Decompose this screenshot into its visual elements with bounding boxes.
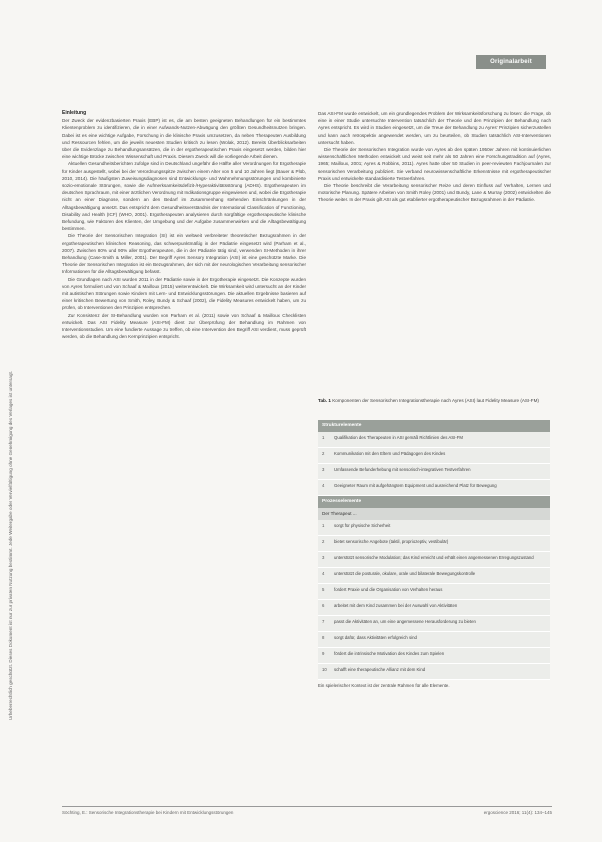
row-text: passt die Aktivitäten an, um eine angemessene Herausforderung zu bieten bbox=[334, 619, 476, 624]
table-footer-note: Ein spielerischer Kontext ist der zentrale Rahmen für alle Elemente. bbox=[318, 683, 450, 688]
structural-rows bbox=[318, 432, 550, 496]
row-text: Kommunikation mit den Eltern und Pädagogen des Kindes bbox=[334, 451, 446, 456]
table-caption bbox=[318, 398, 548, 405]
left-column bbox=[62, 110, 306, 341]
row-number: 9 bbox=[322, 651, 325, 656]
row-number: 4 bbox=[322, 483, 325, 488]
table-row bbox=[318, 584, 550, 600]
row-text: unterstützt die posturale, okulare, orale und bilaterale Bewegungskontrolle bbox=[334, 571, 476, 576]
table-row bbox=[318, 480, 550, 496]
page-footer bbox=[62, 806, 552, 820]
footer-citation: Söchting, E.: Sensorische Integrationstherapie bei Kindern mit Entwicklungsstörungen bbox=[62, 810, 234, 815]
table-row bbox=[318, 552, 550, 568]
paragraph: Aktuellen Gesundheitsberichten zufolge sind in Deutschland ungefähr die Hälfte aller Verordnungen für Ergotherapie für Kinder ausgestellt, wobei bei der Verordnungsspitze zwischen einem Alter von 5 und 10 Jahren liegt (Bauer & Plüb, 2010, 2014). Die häufigsten Zuweisungsdiagnosen sind Entwicklungs- und Wahrnehmungsstörungen und kombinierte sozio-emotionale Störungen, sowie die Aufmerksamkeitsdefizit-/Hyperaktivitätsstörung (ADHS). Ergotherapeuten im deutschen Sprachraum, mit einer ärztlichen Verordnung mit Indikationsgruppe eingewiesen und, wobei die Ergotherapie nicht an einer Diagnose, sondern an den Bedarf im Zusammenhang stehenden Einschränkungen in der Alltagsbewältigung ansetzt. Das entspricht dem Gesundheitsverständnis der International Classification of Functioning, Disability and Health (ICF) (WHO, 2001). Ergotherapeuten analysieren durch sorgfältige ergotherapeutische klinische Befundung, wie Faktoren des Klienten, der Umgebung und der Aufgabe zusammenwirken und die Alltagsbewältigung bestimmen. bbox=[62, 161, 306, 232]
table-caption-text: Komponenten der Sensorischen Integrationstherapie nach Ayres (ASI) laut Fidelity Measure (ASI-FM) bbox=[332, 398, 539, 403]
row-number: 7 bbox=[322, 619, 325, 624]
paragraph: Die Theorie der Sensorischen Integration (SI) ist ein weltweit verbreiteter theoretischer Bezugsrahmen in der ergotherapeutischen klinischen Reasoning, das schwerpunktmäßig in der Pädiatrie eingesetzt wird (Parham et al., 2007). Zwischen 80% und 90% aller Ergotherapeuten, die in der Pädiatrie tätig sind, verwenden SI-Methoden in ihrer Behandlung (Case-Smith & Miller, 2001). Der Begriff Ayres Sensory Integration (ASI) ist eine geschützte Marke. Die Theorie der Sensorischen Integration ist ein Bezugsrahmen, der sich mit der neurologischen Verarbeitung sensorischer Informationen für die Alltagsbewältigung befasst. bbox=[62, 233, 306, 275]
table-row bbox=[318, 568, 550, 584]
process-rows bbox=[318, 520, 550, 680]
row-number: 6 bbox=[322, 603, 325, 608]
paragraph: Das ASI-FM wurde entwickelt, um ein grundlegendes Problem der Wirksamkeitsforschung zu lösen: die Frage, ob eine in einer Studie untersuchte Intervention tatsächlich der Theorie und den Prinzipien der Behandlung nach Ayres entspricht. Es wird in Studien eingesetzt, um die Treue der Behandlung zu Ayres' Prinzipien sicherzustellen und kann auch retrospektiv angewendet werden, um zu beurteilen, ob Studien tatsächlich ASI-Interventionen untersucht haben. bbox=[318, 111, 551, 145]
row-text: unterstützt sensorische Modulation; das Kind erreicht und erhält einen angemessenen Erregungszustand bbox=[334, 555, 534, 560]
table-header-process: Prozesselemente bbox=[318, 496, 550, 508]
row-number: 1 bbox=[322, 435, 325, 440]
paragraph: Zur Konsistenz der SI-Behandlung wurden von Parham et al. (2011) sowie von Schaaf & Mailloux Checklisten entwickelt. Das ASI Fidelity Measure (ASI-FM) dient zur Überprüfung der Behandlung im Rahmen von Interventionsstudien. Um eine fundierte Aussage zu treffen, ob eine Intervention den Begriff ASI verdient, muss geprüft werden, ob die Behandlung den Kernprinzipien entspricht. bbox=[62, 312, 306, 340]
table-row bbox=[318, 616, 550, 632]
row-number: 10 bbox=[322, 667, 327, 672]
row-text: schafft eine therapeutische Allianz mit dem Kind bbox=[334, 667, 426, 672]
table-row bbox=[318, 432, 550, 448]
paragraph: Die Theorie der Sensorischen Integration wurde von Ayres ab den späten 1950er Jahren mit kontinuierlichen wissenschaftlichen Methoden entwickelt und weist seit mehr als 50 Jahren eine Forschungstradition auf (Ayres, 1965; Mailloux, 2001; Ayres & Robbins, 2011). Ayres hatte über 50 Studien in peer-reviewten Fachjournalen zur sensorischen Verarbeitung publiziert. Sie verband neurowissenschaftliche Erkenntnisse mit ergotherapeutischer Praxis und entwickelte standardisierte Testverfahren. bbox=[318, 147, 551, 181]
row-number: 2 bbox=[322, 451, 325, 456]
table-row bbox=[318, 520, 550, 536]
table-row bbox=[318, 464, 550, 480]
row-number: 4 bbox=[322, 571, 325, 576]
row-number: 5 bbox=[322, 587, 325, 592]
row-number: 3 bbox=[322, 467, 325, 472]
row-number: 2 bbox=[322, 539, 325, 544]
table-row bbox=[318, 648, 550, 664]
section-badge: Originalarbeit bbox=[476, 55, 546, 69]
paragraph: Die Grundlagen nach ASI wurden 2011 in der Pädiatrie sowie in der Ergotherapie eingesetzt. Die Konzepte wurden von Ayres formuliert und von Schaaf & Mailloux (2015) weiterentwickelt. Die Wirksamkeit wird untersucht an der Kinder mit autistischen Störungen sowie Kindern mit Lern- und Entwicklungsstörungen. Die aktuellen Ergebnisse basieren auf einer kritischen Bewertung von Smith, Roley, Bundy & Schaaf (2002), die Fidelity Measures entwickelt haben, um zu prüfen, ob Interventionen den Prinzipien entsprechen. bbox=[62, 276, 306, 311]
row-text: bietet sensorische Angebote (taktil, propriozeptiv, vestibulär) bbox=[334, 539, 449, 544]
row-text: fordert Praxie und die Organisation von Verhalten heraus bbox=[334, 587, 443, 592]
row-text: sorgt für physische Sicherheit bbox=[334, 523, 391, 528]
components-table bbox=[318, 420, 550, 689]
table-caption-label: Tab. 1 bbox=[318, 398, 331, 403]
table-row bbox=[318, 664, 550, 680]
table-row bbox=[318, 632, 550, 648]
row-text: Umfassende Befunderhebung mit sensorisch-integrativen Testverfahren bbox=[334, 467, 471, 472]
row-number: 3 bbox=[322, 555, 325, 560]
table-header-structural: Strukturelemente bbox=[318, 420, 550, 432]
table-row bbox=[318, 448, 550, 464]
row-text: sorgt dafür, dass Aktivitäten erfolgreich sind bbox=[334, 635, 417, 640]
table-process-intro: Der Therapeut ... bbox=[318, 508, 550, 520]
row-number: 1 bbox=[322, 523, 325, 528]
copyright-side-note: Urheberrechtlich geschützt. Dieses Dokument ist nur zur privaten Nutzung bestimmt. Jede Weitergabe oder Vervielfältigung ohne Genehmigung des Verlages ist untersagt. bbox=[8, 370, 13, 720]
row-text: Geeigneter Raum mit aufgehängtem Equipment und ausreichend Platz für Bewegung bbox=[334, 483, 497, 488]
row-text: fördert die intrinsische Motivation des Kindes zum Spielen bbox=[334, 651, 445, 656]
section-heading: Einleitung bbox=[62, 110, 87, 116]
row-text: arbeitet mit dem Kind zusammen bei der Auswahl von Aktivitäten bbox=[334, 603, 458, 608]
paragraph: Der Zweck der evidenzbasierten Praxis (EBP) ist es, die am besten geeigneten Behandlungen für ein bestimmtes Klientenproblem zu identifizieren, die in einer Aufwands-Nutzen-Abwägung den größten Gesundheitsnutzen bringen. Dabei ist es eine wichtige Aufgabe, Forschung in die klinische Praxis umzusetzen, da neben Therapeuten Ausbildung und Ressourcen fehlen, um die jeweils neuesten Studien kritisch zu lesen (Wolak, 2012). Bereits Überblicksarbeiten über die Evidenzlage zu Behandlungsansätzen, die in der ergotherapeutischen Praxis eingesetzt werden, bilden hier eine wichtige Brücke zwischen Wissenschaft und Praxis. Diesem Zweck will die vorliegende Arbeit dienen. bbox=[62, 118, 306, 160]
paragraph: Die Theorie beschreibt die Verarbeitung sensorischer Reize und deren Einfluss auf Verhalten, Lernen und motorische Planung. Spätere Arbeiten von Smith Roley (2001) und Bundy, Lane & Murray (2002) entwickelten die Theorie weiter. In der Praxis gilt ASI als gut etablierter ergotherapeutischer Bezugsrahmen in der Pädiatrie. bbox=[318, 183, 551, 203]
right-column bbox=[318, 110, 551, 204]
row-number: 8 bbox=[322, 635, 325, 640]
row-text: Qualifikation des Therapeuten in ASI gemäß Richtlinien des ASI-FM bbox=[334, 435, 463, 440]
table-row bbox=[318, 536, 550, 552]
footer-journal: ergoscience 2016; 11(4): 134–145 bbox=[483, 810, 552, 815]
table-row bbox=[318, 600, 550, 616]
